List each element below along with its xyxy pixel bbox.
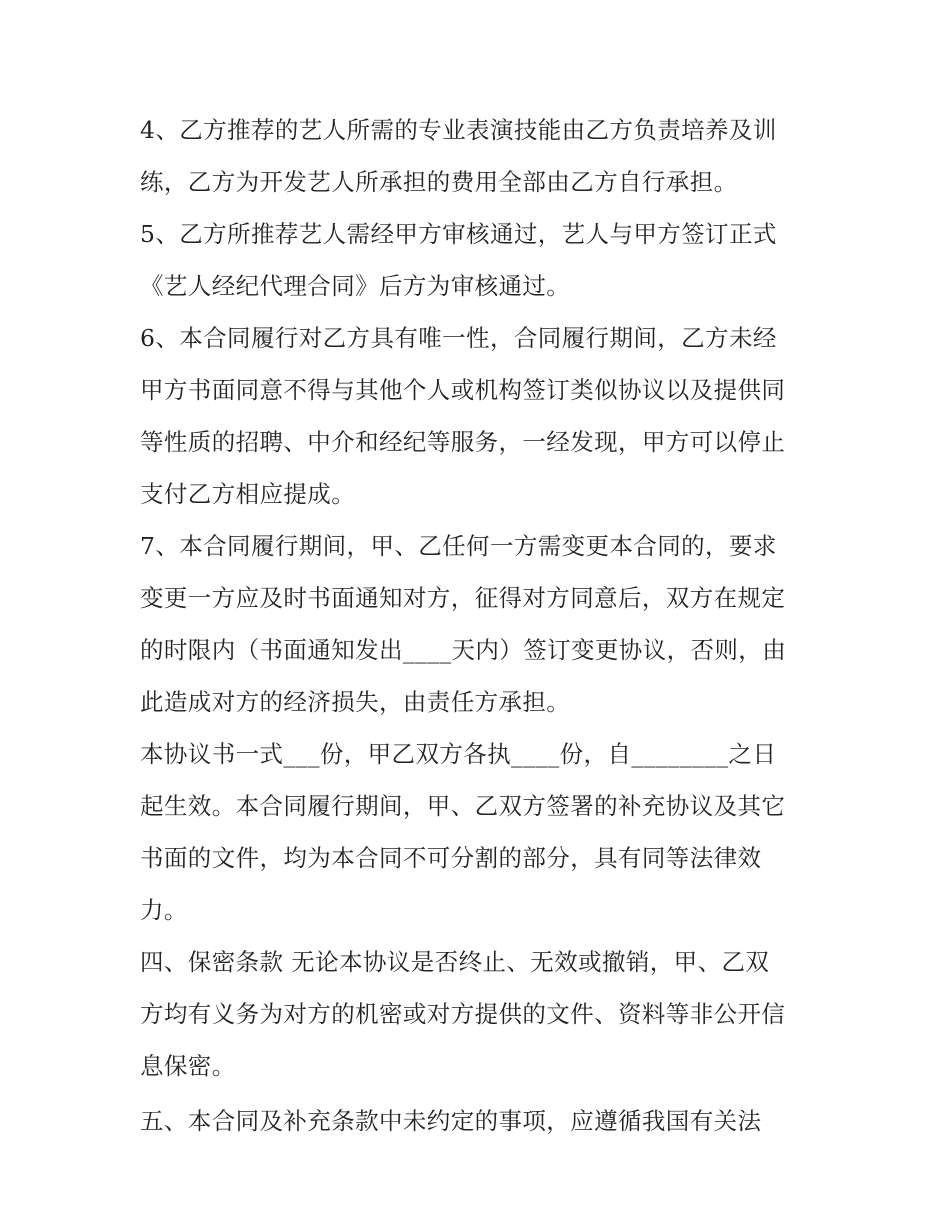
text-line: 变更一方应及时书面通知对方，征得对方同意后，双方在规定 [140,584,786,612]
document-body [140,104,820,1147]
text-line: 本协议书一式___份，甲乙双方各执____份，自________之日 [140,740,777,768]
text-line: 起生效。本合同履行期间，甲、乙双方签署的补充协议及其它 [140,792,786,820]
text-line: 7、本合同履行期间，甲、乙任何一方需变更本合同的，要求 [140,532,777,560]
text-line: 五、本合同及补充条款中未约定的事项，应遵循我国有关法 [140,1107,762,1135]
text-line: 书面的文件，均为本合同不可分割的部分，具有同等法律效 [140,844,762,872]
text-line: 甲方书面同意不得与其他个人或机构签订类似协议以及提供同 [140,376,786,404]
text-line: 《艺人经纪代理合同》后方为审核通过。 [140,272,571,300]
text-line: 四、保密条款 无论本协议是否终止、无效或撤销，甲、乙双 [140,948,770,976]
text-line: 方均有义务为对方的机密或对方提供的文件、资料等非公开信 [140,1000,786,1028]
text-line: 力。 [140,896,188,924]
text-line: 4、乙方推荐的艺人所需的专业表演技能由乙方负责培养及训 [140,116,777,144]
text-line: 等性质的招聘、中介和经纪等服务，一经发现，甲方可以停止 [140,428,786,456]
text-line: 息保密。 [140,1052,236,1080]
text-line: 5、乙方所推荐艺人需经甲方审核通过，艺人与甲方签订正式 [140,220,777,248]
text-line: 的时限内（书面通知发出____天内）签订变更协议，否则，由 [140,636,787,664]
text-line: 6、本合同履行对乙方具有唯一性，合同履行期间，乙方未经 [140,324,777,352]
text-line: 此造成对方的经济损失，由责任方承担。 [140,688,571,716]
text-line: 支付乙方相应提成。 [140,480,356,508]
text-line: 练，乙方为开发艺人所承担的费用全部由乙方自行承担。 [140,168,738,196]
